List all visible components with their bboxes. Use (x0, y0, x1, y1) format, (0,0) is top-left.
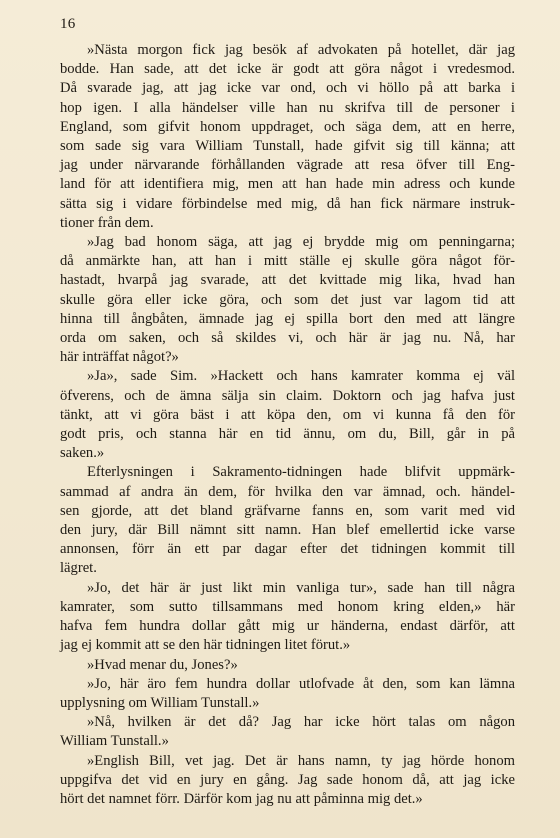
text-line: godt pris, och stanna här en tid ännu, om du, Bill, går in på (60, 426, 515, 443)
text-line: Efterlysningen i Sakramento-tidningen hade blifvit uppmärk- (87, 464, 515, 481)
text-line: lägret. (60, 560, 97, 577)
text-line: jag ej kommit att se den här tidningen litet förut.» (60, 637, 351, 654)
body-text (60, 41, 515, 809)
text-line: upplysning om William Tunstall.» (60, 694, 260, 711)
text-line: sen gjorde, att det bland gräfvarne fanns en, som varit med vid (60, 502, 515, 519)
text-line: hafva fem hundra dollar gått mig ur händerna, endast därför, att (60, 618, 515, 635)
paragraph (60, 656, 515, 675)
text-line: annonsen, förr än ett par dagar efter det tidningen kommit till (60, 541, 515, 558)
text-line: England, som gifvit honom uppdraget, och säga dem, att en herre, (60, 118, 515, 135)
paragraph (60, 233, 515, 367)
text-line: sammad af andra än dem, för hvilka den var ämnad, och. händel- (60, 483, 515, 500)
paragraph (60, 675, 515, 713)
text-line: hört det namnet förr. Därför kom jag nu att påminna mig det.» (60, 790, 423, 807)
paragraph (60, 713, 515, 751)
text-line: den jury, där Bill nämnt sitt namn. Han blef emellertid icke varse (60, 522, 515, 539)
page-number: 16 (60, 16, 76, 32)
text-line: jag under närvarande förhållanden vägrade att resa öfver till Eng- (60, 157, 515, 174)
text-line: uppgifva det vid en jury en gång. Jag sade honom då, att jag icke (60, 771, 515, 788)
text-line: »Nästa morgon fick jag besök af advokaten på hotellet, där jag (87, 42, 515, 58)
text-line: här inträffat något?» (60, 349, 179, 366)
text-line: »Ja», sade Sim. »Hackett och hans kamrater komma ej väl (87, 368, 515, 385)
paragraph (60, 367, 515, 463)
paragraph (60, 752, 515, 810)
text-line: skulle göra eller icke göra, och som det just var lagom tid att (60, 291, 515, 308)
text-line: tioner från dem. (60, 214, 154, 231)
text-line: land för att identifiera mig, men att han hade min adress och kunde (60, 176, 515, 193)
text-line: »English Bill, vet jag. Det är hans namn, ty jag hörde honom (87, 752, 515, 769)
text-line: öfverens, och de ämna sälja sin claim. Doktorn och jag hafva just (60, 387, 515, 404)
text-line: »Nå, hvilken är det då? Jag har icke hört talas om någon (87, 714, 515, 731)
text-line: »Jo, här äro fem hundra dollar utlofvade åt den, som kan lämna (87, 675, 515, 692)
text-line: orda om saken, och så skildes vi, och här är jag nu. Nå, har (60, 330, 515, 347)
paragraph (60, 41, 515, 233)
text-line: bodde. Han sade, att det icke är godt att göra något i vredesmod. (60, 61, 515, 78)
text-line: som sade sig vara William Tunstall, hade gifvit sig till känna; att (60, 138, 515, 155)
paragraph (60, 463, 515, 578)
text-line: Då svarade jag, att jag icke var ond, och vi höllo på att barka i (60, 80, 515, 97)
text-line: då anmärkte han, att han i mitt ställe ej skulle göra något för- (60, 253, 515, 270)
text-line: »Jag bad honom säga, att jag ej brydde mig om penningarna; (87, 234, 515, 251)
paragraph (60, 579, 515, 656)
text-line: sätta sig i vidare förbindelse med mig, då han fick närmare instruk- (60, 195, 515, 212)
text-line: kamrater, som sutto tillsammans med honom kring elden,» här (60, 598, 515, 615)
text-line: William Tunstall.» (60, 733, 169, 750)
text-line: tänkt, att vi göra bäst i att köpa den, om vi kunna få den för (60, 406, 515, 423)
text-line: »Jo, det här är just likt min vanliga tur», sade han till några (87, 579, 515, 596)
text-line: hop igen. I alla händelser ville han nu skrifva till de personer i (60, 99, 515, 116)
text-line: hinna till ångbåten, ämnade jag ej spilla bort den med att längre (60, 310, 515, 327)
text-line: »Hvad menar du, Jones?» (87, 656, 238, 673)
text-line: saken.» (60, 445, 105, 462)
text-line: hastadt, hvarpå jag svarade, att det kvittade mig lika, hvad han (60, 272, 515, 289)
